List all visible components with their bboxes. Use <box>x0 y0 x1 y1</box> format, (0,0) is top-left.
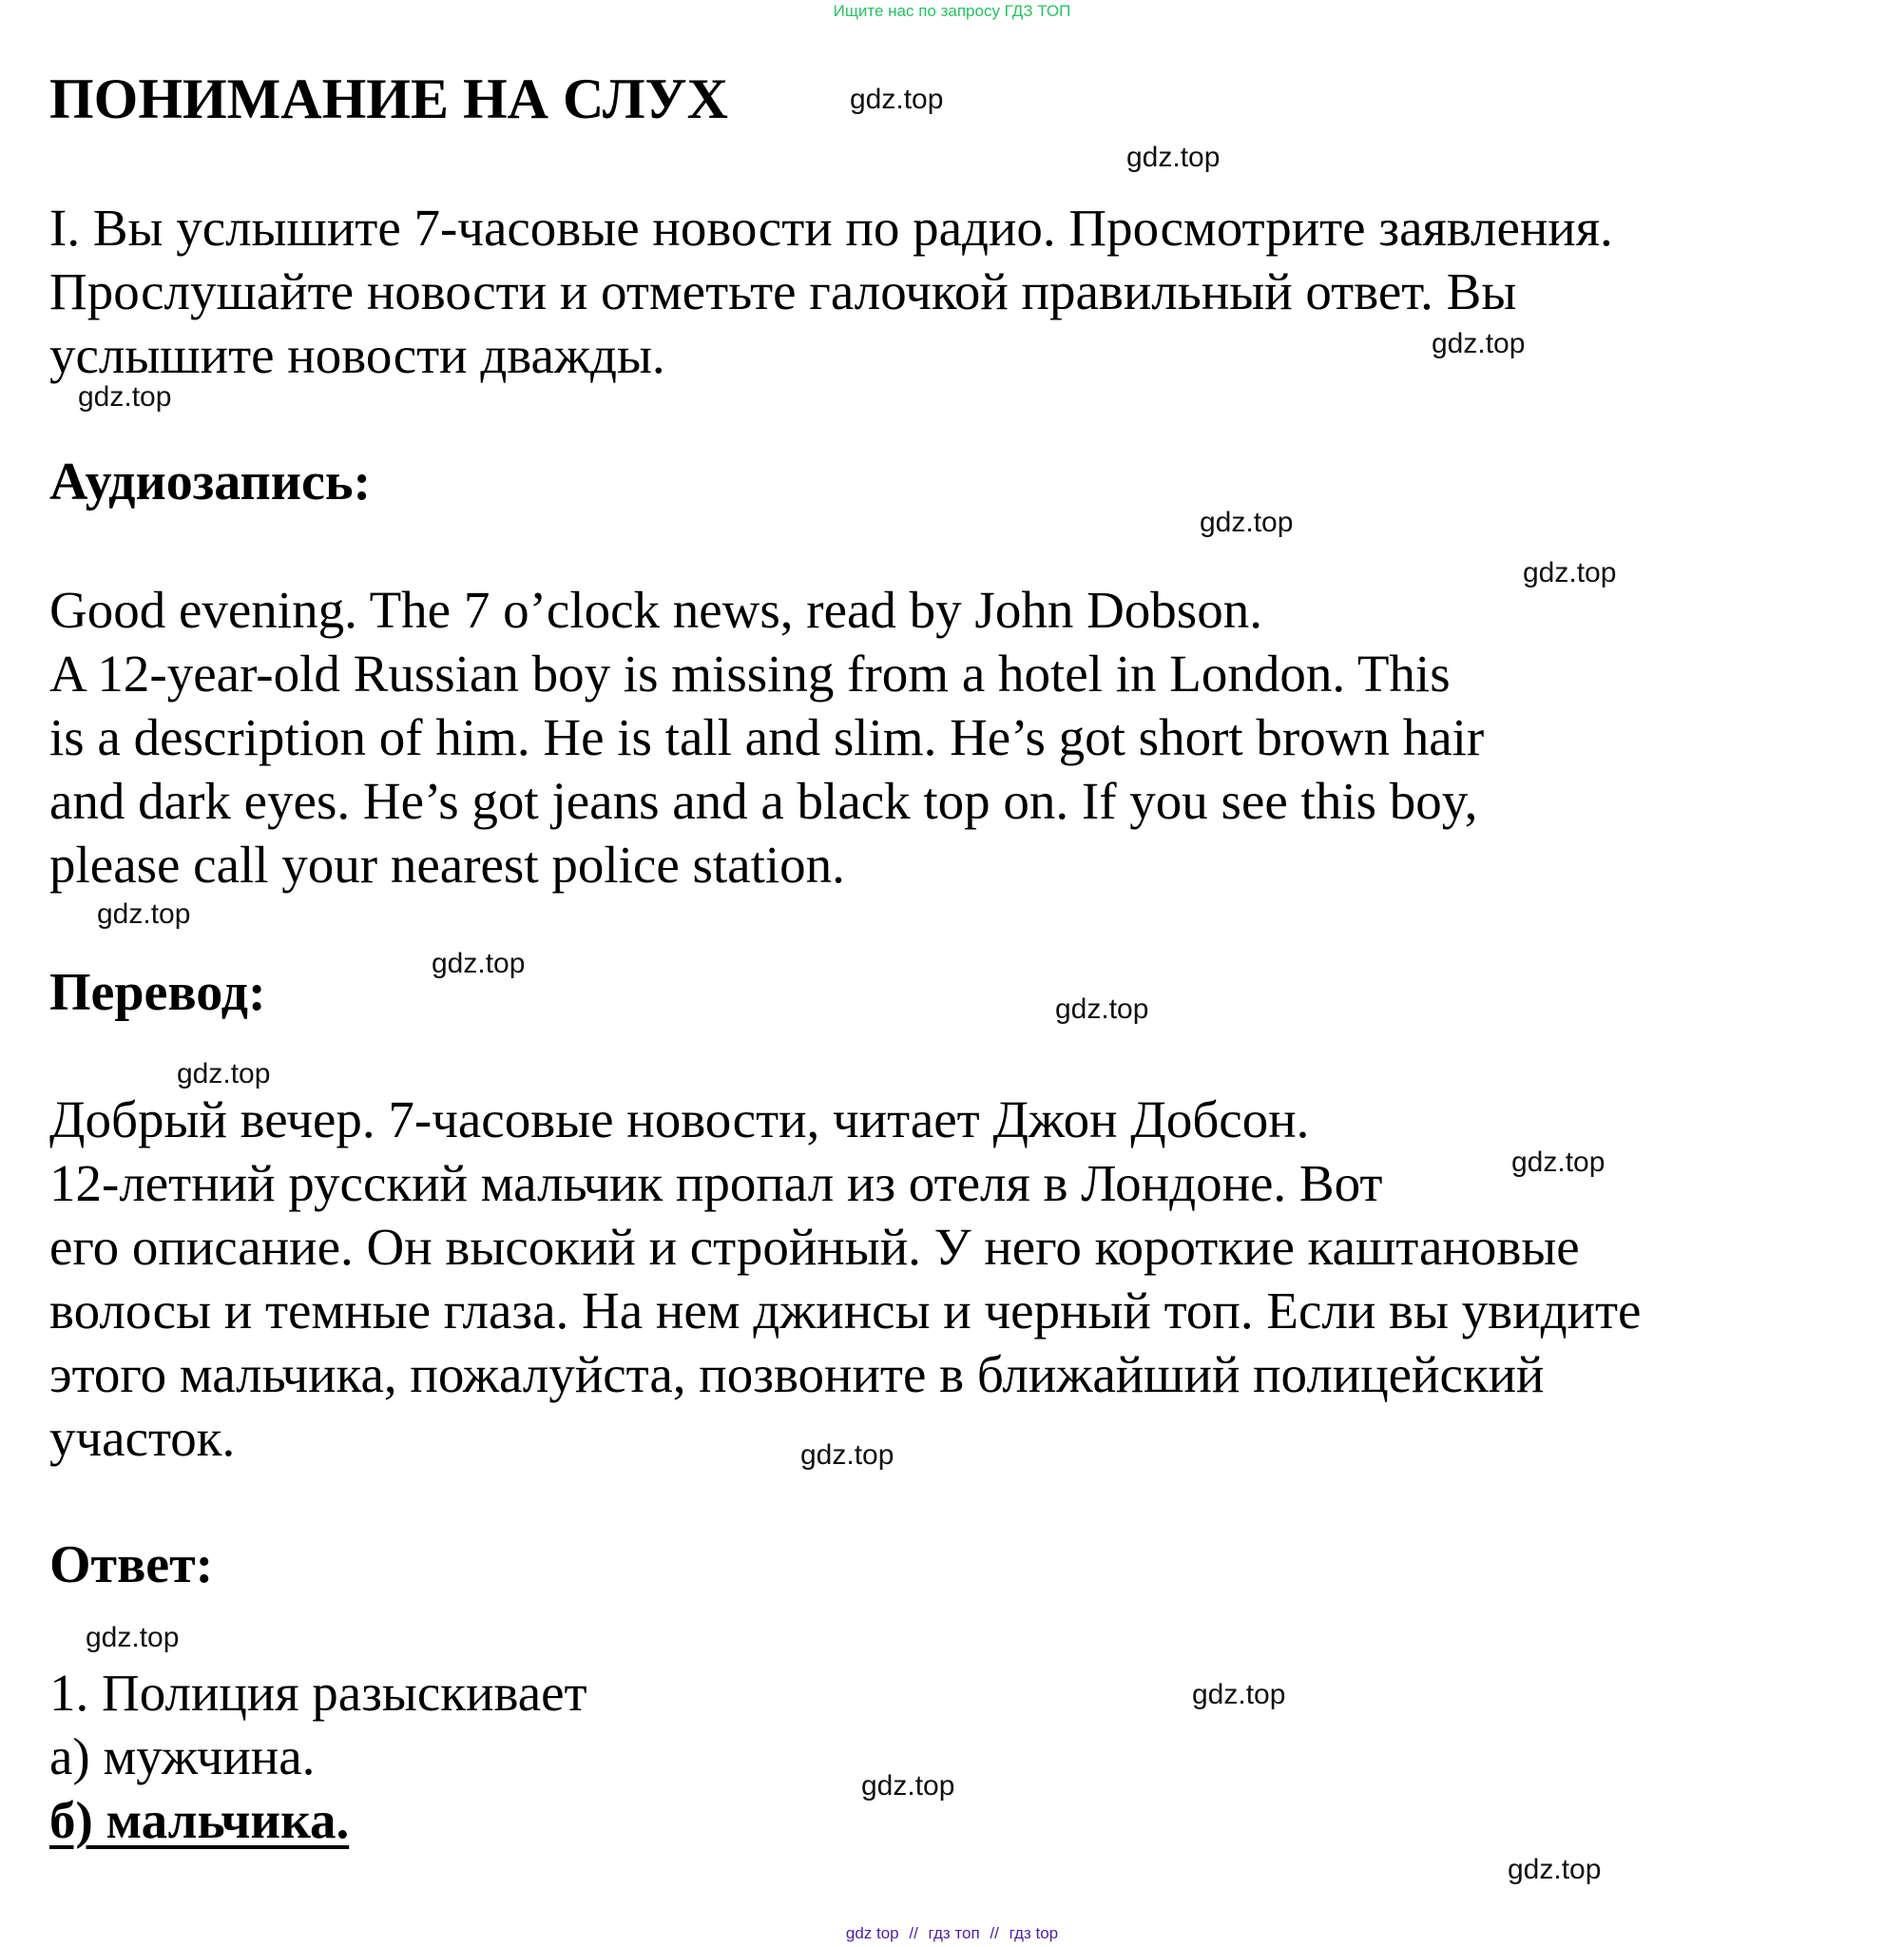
top-banner[interactable]: Ищите нас по запросу ГДЗ ТОП <box>833 2 1071 20</box>
answer-option-b-correct: б) мальчика. <box>49 1791 350 1849</box>
answer-heading: Ответ: <box>49 1535 214 1594</box>
watermark: gdz.top <box>1508 1854 1602 1885</box>
audio-line: Good evening. The 7 o’clock news, read by John Dobson. <box>49 581 1262 639</box>
audio-line: is a description of him. He is tall and slim. He’s got short brown hair <box>49 708 1485 766</box>
footer-link-gdz-top[interactable]: gdz top <box>845 1924 899 1942</box>
watermark: gdz.top <box>1523 557 1617 588</box>
watermark: gdz.top <box>432 948 526 979</box>
footer-separator: // <box>909 1924 918 1942</box>
task-line: услышите новости дважды. <box>49 326 665 384</box>
translation-line: участок. <box>49 1409 236 1467</box>
watermark: gdz.top <box>1200 507 1294 538</box>
translation-line: 12-летний русский мальчик пропал из отеля в Лондоне. Вот <box>49 1154 1383 1212</box>
translation-line: волосы и темные глаза. На нем джинсы и черный топ. Если вы увидите <box>49 1282 1642 1340</box>
watermark: gdz.top <box>1192 1679 1286 1710</box>
watermark: gdz.top <box>86 1622 180 1653</box>
watermark: gdz.top <box>1055 993 1149 1025</box>
watermark: gdz.top <box>800 1439 894 1471</box>
watermark: gdz.top <box>78 381 172 413</box>
watermark: gdz.top <box>1432 328 1526 359</box>
footer-links <box>0 1924 1904 1943</box>
answer-option-a: а) мужчина. <box>49 1727 316 1785</box>
translation-line: Добрый вечер. 7-часовые новости, читает Джон Добсон. <box>49 1090 1310 1148</box>
footer-separator: // <box>990 1924 999 1942</box>
watermark: gdz.top <box>1511 1147 1606 1178</box>
translation-line: его описание. Он высокий и стройный. У него короткие каштановые <box>49 1218 1580 1276</box>
watermark: gdz.top <box>97 898 191 930</box>
watermark: gdz.top <box>1126 142 1221 173</box>
footer-link-gdz-top-ru[interactable]: гдз топ <box>928 1924 980 1942</box>
task-line: I. Вы услышите 7-часовые новости по радио. Просмотрите заявления. <box>49 199 1613 257</box>
watermark: gdz.top <box>177 1058 271 1089</box>
watermark: gdz.top <box>850 84 944 115</box>
audio-line: A 12-year-old Russian boy is missing from a hotel in London. This <box>49 645 1451 703</box>
watermark: gdz.top <box>861 1770 955 1802</box>
footer-link-gdz-top-mixed[interactable]: гдз top <box>1009 1924 1059 1942</box>
page-title: ПОНИМАНИЕ НА СЛУХ <box>49 67 728 130</box>
translation-line: этого мальчика, пожалуйста, позвоните в ближайший полицейский <box>49 1345 1545 1403</box>
task-line: Прослушайте новости и отметьте галочкой правильный ответ. Вы <box>49 262 1517 320</box>
audio-heading: Аудиозапись: <box>49 453 372 511</box>
answer-question: 1. Полиция разыскивает <box>49 1664 587 1722</box>
audio-line: please call your nearest police station. <box>49 836 845 894</box>
translation-heading: Перевод: <box>49 963 266 1022</box>
audio-line: and dark eyes. He’s got jeans and a black top on. If you see this boy, <box>49 772 1478 830</box>
